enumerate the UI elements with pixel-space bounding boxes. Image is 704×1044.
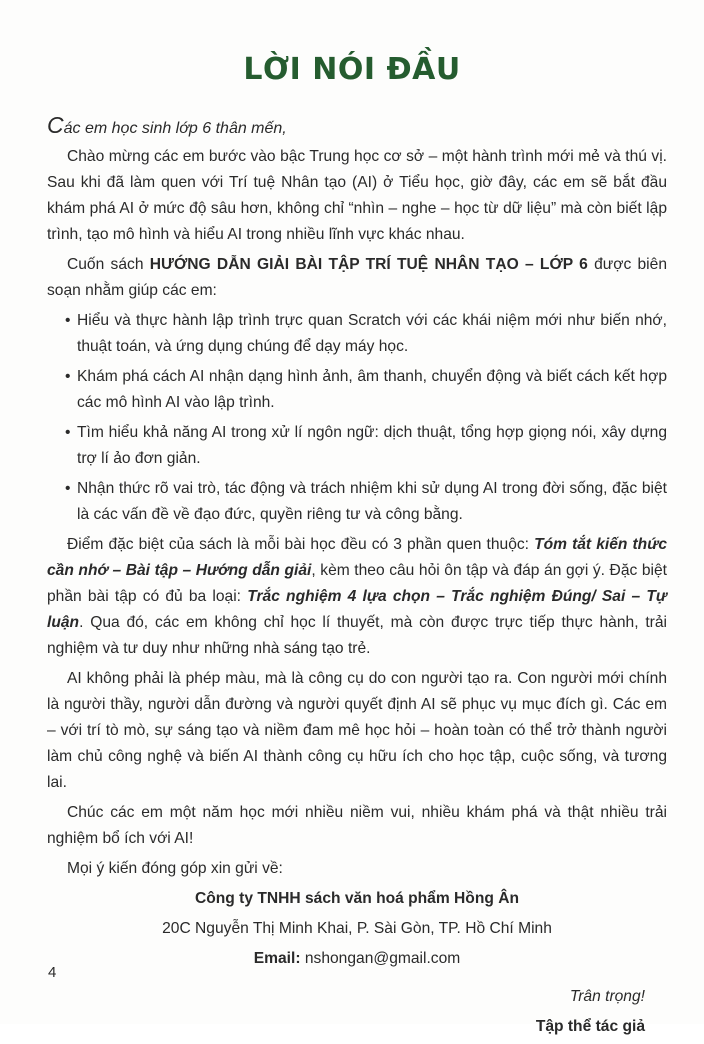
email-value: nshongan@gmail.com — [300, 950, 461, 967]
book-purpose-before: Cuốn sách — [67, 256, 150, 273]
email-label: Email: — [253, 950, 301, 967]
publisher-address: 20C Nguyễn Thị Minh Khai, P. Sài Gòn, TP. Hồ Chí Minh — [162, 920, 552, 937]
list-item: • Hiểu và thực hành lập trình trực quan Scratch với các khái niệm mới như biến nhớ, thuật toán, và ứng dụng chúng để dạy máy học. — [65, 308, 667, 360]
signature-text: Tập thể tác giả — [535, 1018, 645, 1035]
closing: Trân trọng! — [569, 988, 645, 1005]
page-number: 4 — [48, 964, 57, 981]
features-text-1: Điểm đặc biệt của sách là mỗi bài học đều có 3 phần quen thuộc: — [67, 536, 535, 553]
book-purpose-after: được biên soạn nhằm giúp các em: — [47, 256, 667, 299]
list-item: • Tìm hiểu khả năng AI trong xử lí ngôn ngữ: dịch thuật, tổng hợp giọng nói, xây dựng trợ lí ảo đơn giản. — [65, 420, 667, 472]
publisher-name — [47, 886, 667, 912]
features-text-2: , kèm theo câu hỏi ôn tập và đáp án gợi ý. Đặc biệt phần bài tập có đủ ba loại: — [47, 562, 667, 605]
preface-body — [47, 112, 667, 1044]
signature — [47, 1014, 667, 1040]
paragraph-wishes: Chúc các em một năm học mới nhiều niềm vui, nhiều khám phá và thật nhiều trải nghiệm bổ ích với AI! — [47, 804, 667, 847]
greeting — [47, 112, 667, 142]
publisher-email — [47, 946, 667, 972]
list-item: • Nhận thức rõ vai trò, tác động và trách nhiệm khi sử dụng AI trong đời sống, đặc biệt là các vấn đề về đạo đức, quyền riêng tư và công bằng. — [65, 476, 667, 528]
page-title: LỜI NÓI ĐẦU — [243, 52, 461, 87]
paragraph-intro: Chào mừng các em bước vào bậc Trung học cơ sở – một hành trình mới mẻ và thú vị. Sau khi đã làm quen với Trí tuệ Nhân tạo (AI) ở Tiểu học, giờ đây, các em sẽ bắt đầu khám phá AI ở mức độ sâu hơn, không chỉ “nhìn – nghe – học từ dữ liệu” mà còn biết lập trình, tạo mô hình và hiểu AI trong nhiều lĩnh vực khác nhau. — [47, 148, 667, 243]
goals-list — [47, 308, 667, 528]
features-exercise-types: Trắc nghiệm 4 lựa chọn – Trắc nghiệm Đúng/ Sai – Tự luận — [47, 588, 668, 631]
paragraph-book-features — [47, 532, 667, 662]
list-item: • Khám phá cách AI nhận dạng hình ảnh, âm thanh, chuyển động và biết cách kết hợp các mô hình AI vào lập trình. — [65, 364, 667, 416]
greeting-text: ác em học sinh lớp 6 thân mến, — [63, 120, 287, 137]
features-structure: Tóm tắt kiến thức cần nhớ – Bài tập – Hướng dẫn giải — [47, 536, 667, 579]
features-text-3: . Qua đó, các em không chỉ học lí thuyết, mà còn được trực tiếp thực hành, trải nghiệm và tư duy như những nhà sáng tạo trẻ. — [47, 614, 667, 657]
paragraph-feedback: Mọi ý kiến đóng góp xin gửi về: — [67, 860, 283, 877]
paragraph-book-purpose — [47, 252, 667, 304]
greeting-dropcap: C — [47, 112, 64, 138]
publisher-name-text: Công ty TNHH sách văn hoá phẩm Hồng Ân — [194, 890, 520, 907]
book-title: HƯỚNG DẪN GIẢI BÀI TẬP TRÍ TUỆ NHÂN TẠO – LỚP 6 — [149, 256, 588, 273]
paragraph-ai-tool: AI không phải là phép màu, mà là công cụ do con người tạo ra. Con người mới chính là người thầy, người dẫn đường và người quyết định AI sẽ phục vụ mục đích gì. Các em – với trí tò mò, sự sáng tạo và niềm đam mê học hỏi – hoàn toàn có thể trở thành người làm chủ công nghệ và biến AI thành công cụ hữu ích cho học tập, cuộc sống, và tương lai. — [47, 670, 667, 791]
